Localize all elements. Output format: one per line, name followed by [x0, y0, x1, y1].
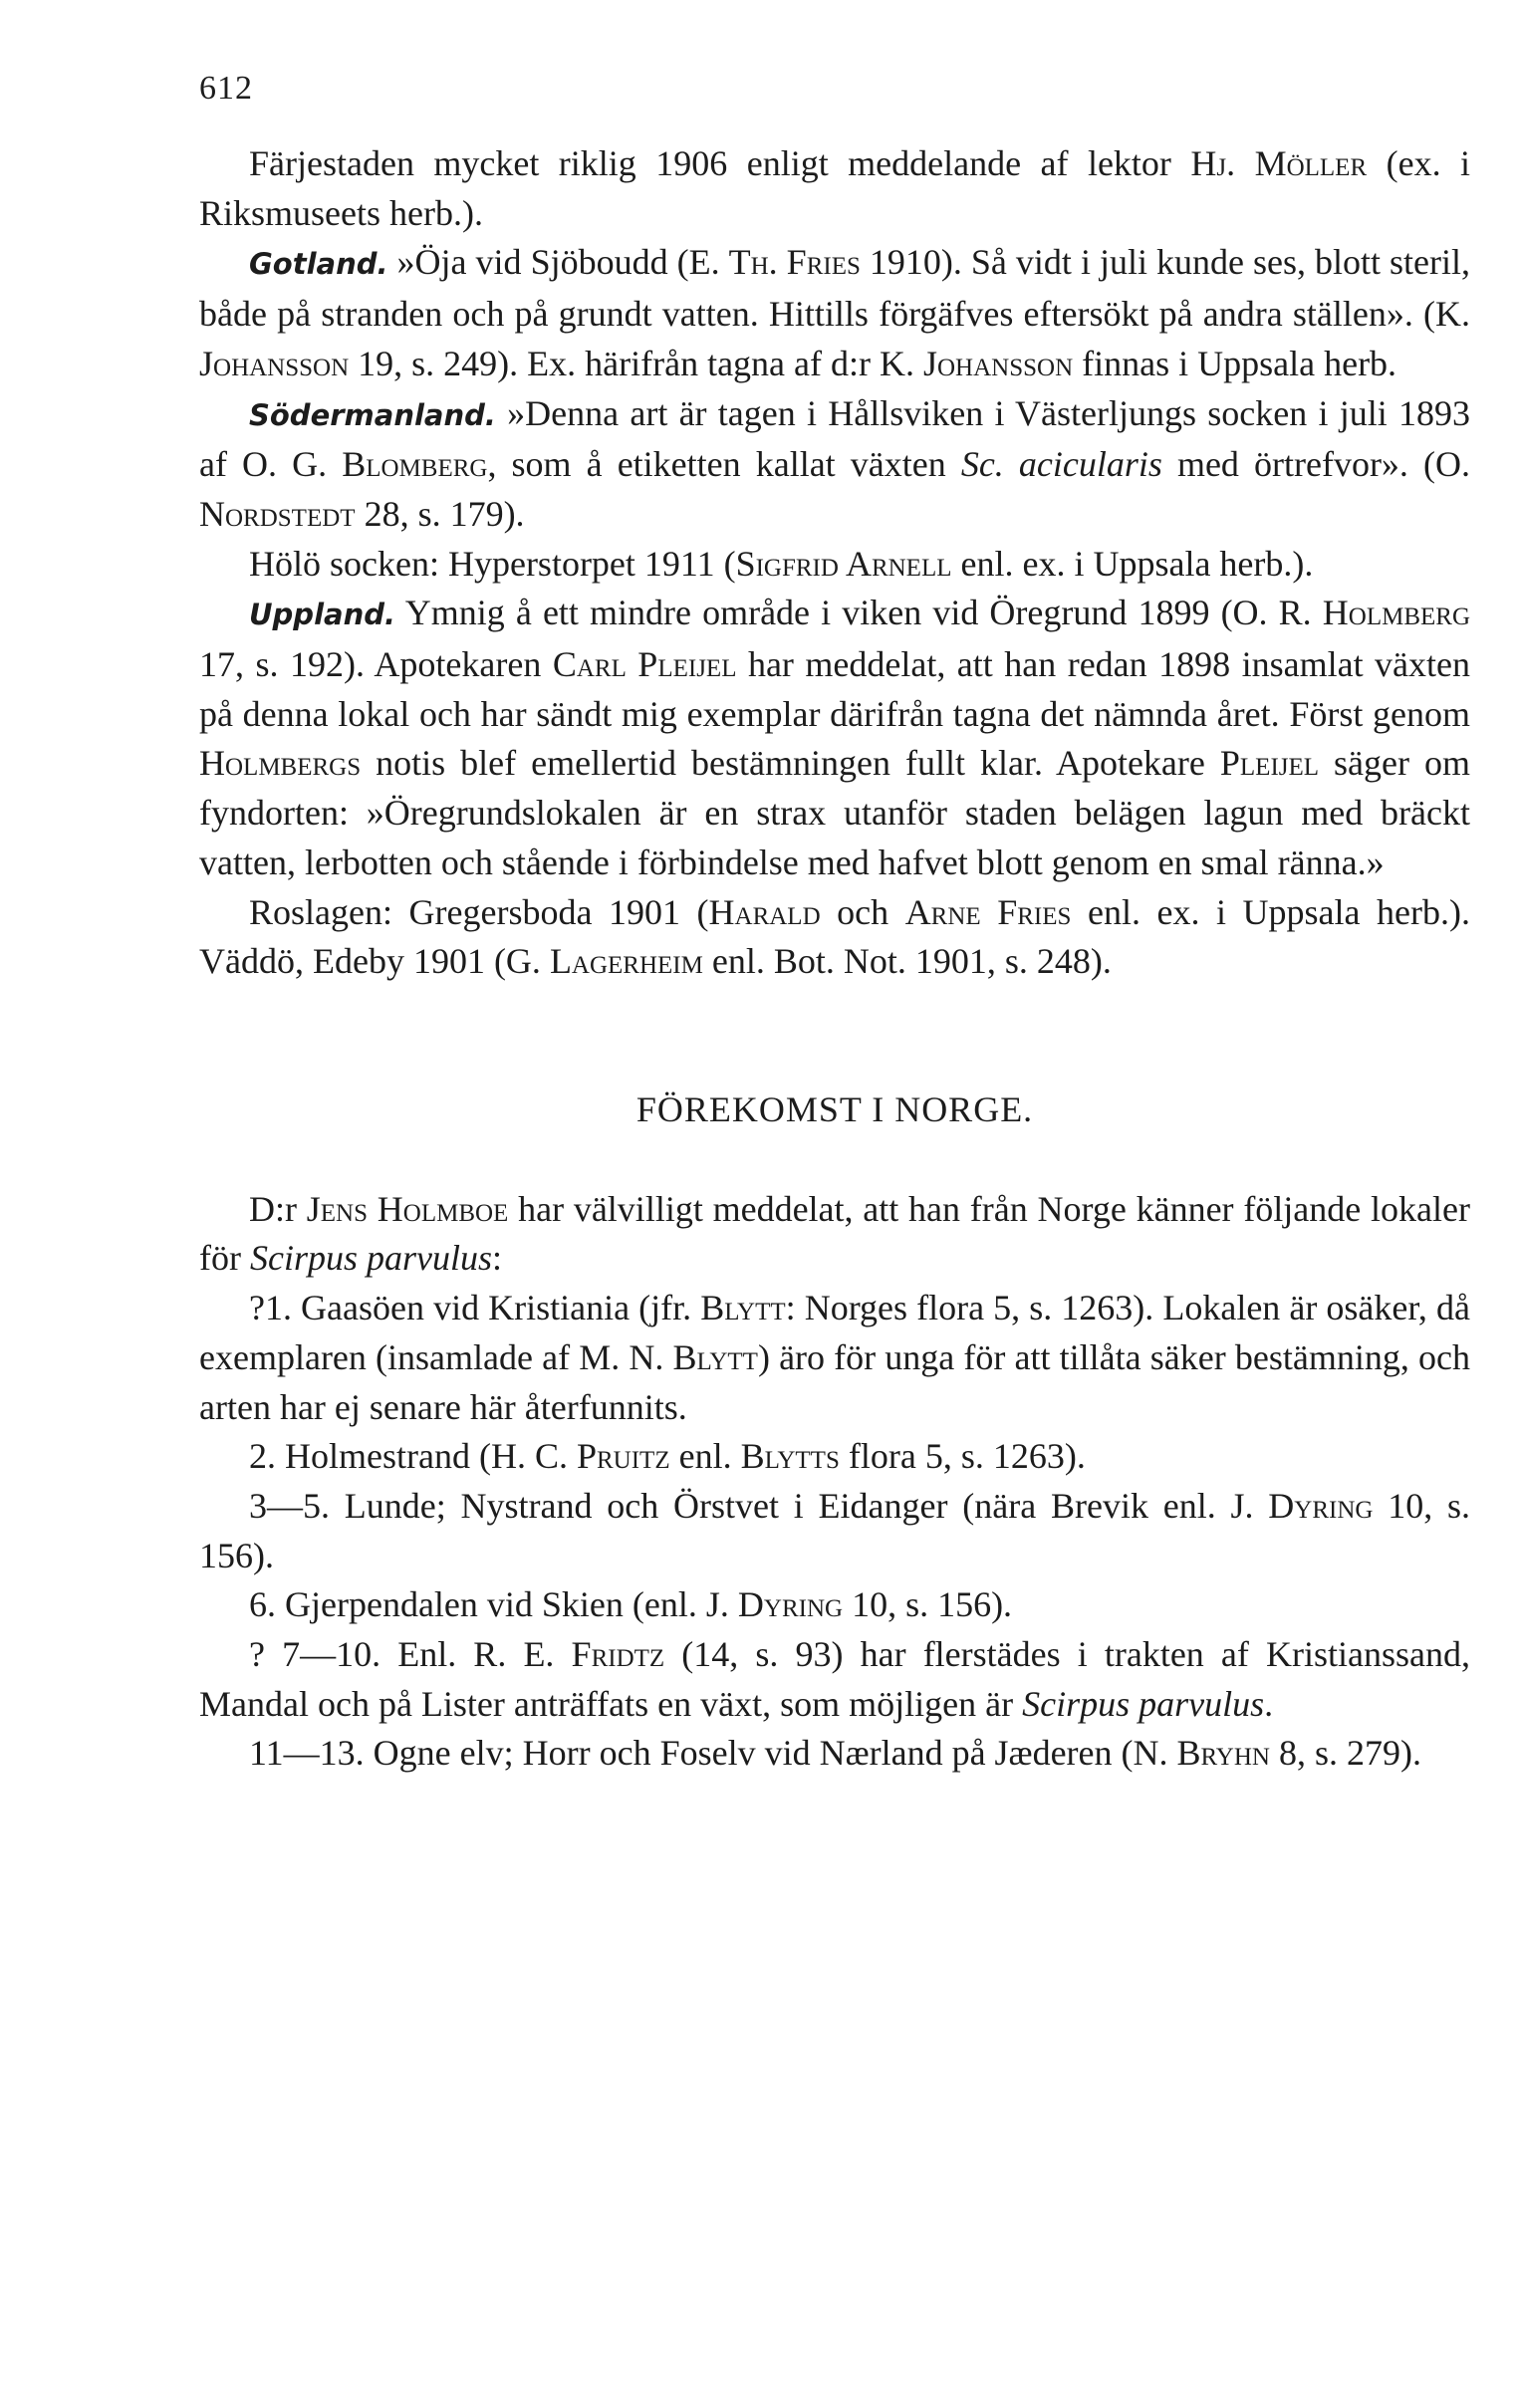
person-name: Holmberg	[1322, 593, 1470, 633]
text-run: , som å etiketten kallat växten	[487, 444, 961, 485]
species-name: Scirpus parvulus	[1022, 1683, 1265, 1724]
person-name: Th. Fries	[728, 242, 861, 283]
text-run: 10, s. 156).	[199, 1485, 1470, 1575]
text-run: Hölö socken: Hyperstorpet 1911 (	[249, 543, 736, 584]
person-name: Blytts	[740, 1436, 840, 1477]
person-name: Johansson	[922, 343, 1074, 383]
text-run: (14, s. 93) har flerstädes i trakten af Kristianssand, Mandal och på Lister anträffats en växt, som möjligen är	[199, 1634, 1470, 1724]
text-run: Ymnig å ett mindre område i viken vid Öregrund 1899 (O. R.	[395, 593, 1323, 633]
text-run: enl. ex. i Uppsala herb.). Väddö, Edeby 1901 (G.	[199, 891, 1470, 982]
text-run: har meddelat, att han redan 1898 insamlat växten på denna lokal och har sändt mig exemplar därifrån tagna det nämnda året. Först genom	[199, 644, 1471, 734]
person-name: Hj. Möller	[1190, 143, 1368, 183]
text-run: 8, s. 279).	[1269, 1733, 1421, 1774]
text-run: : Norges flora 5, s. 1263). Lokalen är osäker, då exemplaren (insamlade af M. N.	[199, 1288, 1470, 1377]
text-run: med örtrefvor». (O.	[1161, 444, 1471, 485]
paragraph	[199, 238, 1470, 388]
page-number: 612	[199, 70, 253, 107]
text-run: har välvilligt meddelat, att han från Norge känner följande lokaler för	[199, 1188, 1470, 1279]
text-run: 6. Gjerpendalen vid Skien (enl. J.	[249, 1584, 738, 1625]
paragraph	[199, 1630, 1470, 1729]
paragraph	[199, 139, 1470, 238]
person-name: Jens Holmboe	[306, 1188, 509, 1229]
region-name: Södermanland.	[249, 397, 496, 432]
body-text	[199, 139, 1470, 1779]
person-name: Blytt	[672, 1336, 758, 1377]
paragraph	[199, 1482, 1470, 1580]
paragraph	[199, 589, 1470, 887]
person-name: Dyring	[1268, 1485, 1374, 1526]
person-name: Dyring	[737, 1584, 844, 1625]
paragraph	[199, 888, 1470, 987]
text-run: flora 5, s. 1263).	[839, 1436, 1086, 1477]
person-name: Pleijel	[1219, 743, 1320, 784]
species-name: Scirpus parvulus	[249, 1238, 492, 1279]
section-heading	[199, 1085, 1470, 1135]
text-run: finnas i Uppsala herb.	[1073, 343, 1397, 383]
text-run: ? 7—10. Enl. R. E.	[249, 1634, 572, 1675]
text-run: 19, s. 249). Ex. härifrån tagna af d:r K.	[349, 343, 923, 383]
text-run: D:r	[249, 1188, 307, 1229]
text-run: :	[491, 1238, 502, 1279]
text-run: 28, s. 179).	[355, 493, 525, 534]
person-name: Blytt	[700, 1288, 786, 1328]
paragraph	[199, 1580, 1470, 1630]
person-name: Sigfrid Arnell	[735, 543, 952, 584]
person-name: Arne Fries	[904, 891, 1072, 932]
text-run: ?1. Gaasöen vid Kristiania (jfr.	[249, 1288, 701, 1328]
text-run: »Denna art är tagen i Hållsviken i Västerljungs socken i juli 1893 af O. G.	[199, 392, 1470, 485]
person-name: Blomberg	[342, 444, 488, 485]
text-run: Roslagen: Gregersboda 1901 (	[249, 891, 709, 932]
paragraph	[199, 1432, 1470, 1482]
paragraph	[199, 1185, 1470, 1284]
text-run: FÖREKOMST I NORGE.	[635, 1089, 1034, 1130]
person-name: Bryhn	[1176, 1733, 1270, 1774]
text-run: 2. Holmestrand (H. C.	[249, 1436, 577, 1477]
text-run: och	[820, 891, 905, 932]
region-name: Gotland.	[249, 247, 388, 282]
text-run: notis blef emellertid bestämningen fullt klar. Apotekare	[361, 743, 1220, 784]
text-run: enl. ex. i Uppsala herb.).	[951, 543, 1314, 584]
species-name: Sc. acicularis	[960, 444, 1162, 485]
text-run: 17, s. 192). Apotekaren	[199, 644, 553, 685]
person-name: Carl Pleijel	[552, 644, 737, 685]
text-run: »Öja vid Sjöboudd (E.	[387, 242, 729, 283]
text-run: 10, s. 156).	[843, 1584, 1013, 1625]
text-run: .	[1264, 1683, 1274, 1724]
person-name: Lagerheim	[549, 941, 703, 982]
text-run: enl. Bot. Not. 1901, s. 248).	[702, 941, 1112, 982]
person-name: Nordstedt	[199, 493, 356, 534]
paragraph	[199, 1284, 1470, 1432]
text-run: ) äro för unga för att tillåta säker bestämning, och arten har ej senare här återfunnits.	[199, 1336, 1470, 1427]
paragraph	[199, 540, 1470, 590]
text-run: enl.	[669, 1436, 741, 1477]
text-run: 11—13. Ogne elv; Horr och Foselv vid Nærland på Jæderen (N.	[249, 1733, 1177, 1774]
text-run: Färjestaden mycket riklig 1906 enligt meddelande af lektor	[249, 143, 1191, 183]
person-name: Fridtz	[571, 1634, 665, 1675]
paragraph	[199, 389, 1470, 540]
person-name: Pruitz	[576, 1436, 670, 1477]
text-run: säger om fyndorten: »Öregrundslokalen är en strax utanför staden belägen lagun med bräckt vatten, lerbotten och stående i förbindelse med hafvet blott genom en smal ränna.»	[199, 743, 1470, 882]
text-run: (ex. i Riksmuseets herb.).	[199, 143, 1471, 233]
region-name: Uppland.	[249, 598, 395, 632]
text-run: 1910). Så vidt i juli kunde ses, blott steril, både på stranden och på grundt vatten. Hittills förgäfves eftersökt på andra ställen». (K.	[199, 242, 1470, 335]
paragraph	[199, 1729, 1470, 1779]
text-run: 3—5. Lunde; Nystrand och Örstvet i Eidanger (nära Brevik enl. J.	[249, 1485, 1269, 1526]
person-name: Holmbergs	[199, 743, 362, 784]
person-name: Johansson	[199, 343, 350, 383]
person-name: Harald	[708, 891, 821, 932]
